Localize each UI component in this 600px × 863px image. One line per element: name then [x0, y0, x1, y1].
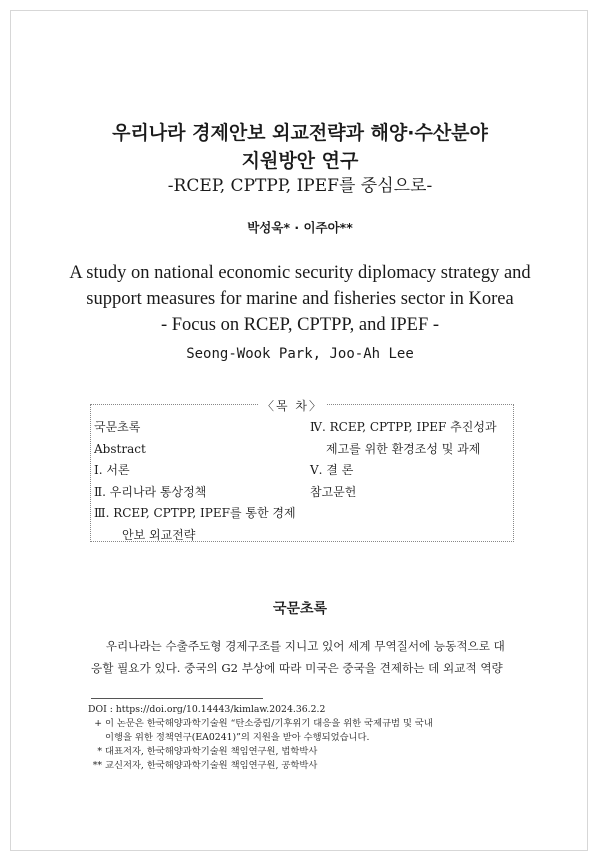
doi-text: DOI : https://doi.org/10.14443/kimlaw.2024.36.2.2 — [88, 704, 326, 715]
doi-footnote — [88, 703, 518, 717]
toc-item: 제고를 위한 환경조성 및 과제 — [326, 441, 481, 456]
toc-item: 안보 외교전략 — [122, 527, 196, 542]
paper-title-korean — [0, 119, 600, 175]
toc-right-column — [310, 417, 510, 503]
funding-footnote — [88, 717, 518, 731]
authors-english: Seong-Wook Park, Joo-Ah Lee — [186, 346, 414, 362]
toc-left-column — [94, 417, 304, 546]
toc-item: 국문초록 — [94, 420, 141, 434]
abstract-line: 우리나라는 수출주도형 경제구조를 지니고 있어 세계 무역질서에 능동적으로 대 — [91, 639, 505, 653]
abstract-line: 응할 필요가 있다. 중국의 G2 부상에 따라 미국은 중국을 견제하는 데 외교적 역량 — [91, 661, 503, 675]
footnote-mark: * — [97, 746, 102, 757]
paper-title-english — [0, 260, 600, 338]
footnote-mark: ** — [92, 760, 102, 771]
funding-text-line-1: 이 논문은 한국해양과학기술원 “탄소중립/기후위기 대응을 위한 국제규범 및 국내 — [105, 718, 433, 729]
toc-item: Ⅱ. 우리나라 통상정책 — [94, 484, 207, 499]
title-en-line-2: support measures for marine and fisheries sector in Korea — [86, 289, 514, 309]
toc-item: Ⅲ. RCEP, CPTPP, IPEF를 통한 경제 — [94, 506, 296, 520]
title-line-2: 지원방안 연구 — [241, 150, 359, 172]
funding-text-line-2: 이행을 위한 정책연구(EA0241)”의 지원을 받아 수행되었습니다. — [105, 732, 370, 743]
paper-subtitle-korean: -RCEP, CPTPP, IPEF를 중심으로- — [167, 176, 433, 196]
toc-heading: 〈목 차〉 — [258, 397, 327, 414]
author1-footnote — [88, 745, 518, 759]
title-en-line-3: - Focus on RCEP, CPTPP, and IPEF - — [160, 315, 440, 335]
title-line-1: 우리나라 경제안보 외교전략과 해양·수산분야 — [112, 122, 488, 144]
footnote-divider — [91, 698, 263, 699]
author2-affiliation: 교신저자, 한국해양과학기술원 책임연구원, 공학박사 — [105, 760, 318, 771]
title-en-line-1: A study on national economic security diplomacy strategy and — [69, 263, 531, 283]
toc-item: Ⅳ. RCEP, CPTPP, IPEF 추진성과 — [310, 420, 497, 434]
author1-affiliation: 대표저자, 한국해양과학기술원 책임연구원, 법학박사 — [105, 746, 318, 757]
toc-item: Ⅴ. 결 론 — [310, 463, 354, 477]
authors-korean: 박성욱* · 이주아** — [247, 220, 353, 235]
author2-footnote — [88, 759, 518, 773]
abstract-body — [91, 635, 513, 679]
toc-item: Ⅰ. 서론 — [94, 463, 130, 477]
abstract-heading: 국문초록 — [272, 601, 328, 617]
footnote-mark: + — [94, 718, 102, 729]
toc-item: Abstract — [94, 441, 146, 456]
toc-item: 참고문헌 — [310, 484, 357, 499]
footnotes — [88, 703, 518, 773]
funding-footnote-cont — [88, 731, 518, 745]
